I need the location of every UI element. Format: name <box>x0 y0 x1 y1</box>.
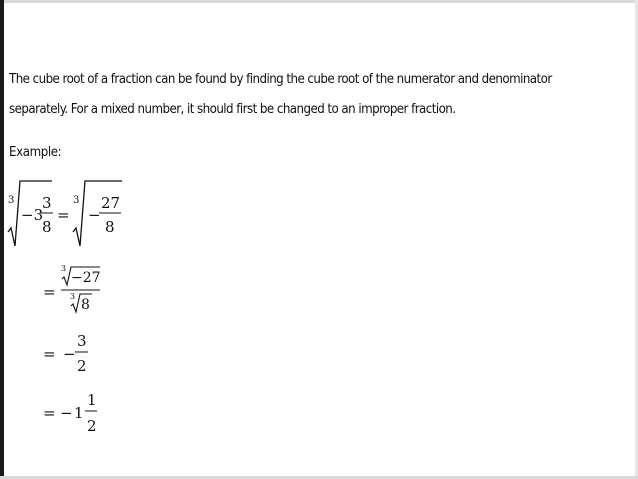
root-index-right: 3 <box>73 195 80 206</box>
root-index-left: 3 <box>8 195 15 206</box>
step-4 <box>43 391 97 435</box>
step-3-equals: = <box>43 345 56 363</box>
lhs-denominator: 8 <box>42 218 52 236</box>
step-3-numerator: 3 <box>77 332 87 350</box>
den-radicand: 8 <box>81 297 90 313</box>
num-root-index: 3 <box>61 264 67 273</box>
step-1 <box>8 181 122 246</box>
step-4-whole: 1 <box>74 404 84 422</box>
step-3 <box>43 332 88 375</box>
step-4-numerator: 1 <box>87 391 97 409</box>
lhs-numerator: 3 <box>42 194 52 212</box>
step-3-denominator: 2 <box>77 357 87 375</box>
rhs-numerator: 27 <box>101 194 121 212</box>
step-4-equals: = <box>43 404 56 422</box>
lhs-whole: −3 <box>21 206 44 224</box>
step-4-sign: − <box>60 404 73 422</box>
num-radicand: −27 <box>71 270 101 286</box>
step-2-equals: = <box>43 283 56 301</box>
example-label: Example: <box>9 145 62 160</box>
step-2 <box>43 264 101 313</box>
step-1-equals: = <box>57 206 70 224</box>
intro-text-line-2: separately. For a mixed number, it should first be changed to an improper fraction. <box>9 102 456 117</box>
rhs-denominator: 8 <box>105 218 115 236</box>
step-3-sign: − <box>63 345 76 363</box>
intro-text-line-1: The cube root of a fraction can be found by finding the cube root of the numerator and denominator <box>9 72 552 87</box>
step-4-denominator: 2 <box>87 417 97 435</box>
den-root-index: 3 <box>70 292 76 301</box>
rhs-sign: − <box>88 206 101 224</box>
